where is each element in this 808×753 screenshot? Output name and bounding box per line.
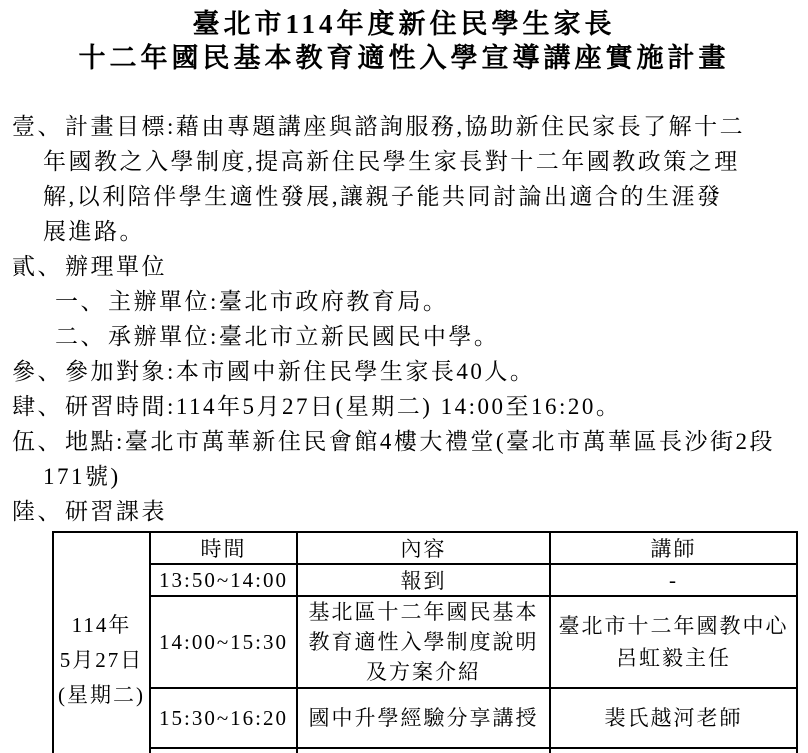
date-line-1: 114年	[71, 612, 132, 637]
body-line-text: 地點:臺北市萬華新住民會館4樓大禮堂(臺北市萬華區長沙街2段	[65, 429, 776, 454]
body-line	[0, 389, 808, 424]
body-line	[0, 424, 808, 459]
document-body	[0, 109, 808, 529]
body-line	[0, 459, 808, 494]
body-line	[0, 109, 808, 144]
cell-lecturer: 臺北市十二年國教中心呂虹毅主任	[550, 596, 797, 688]
body-line-text: 參加對象:本市國中新住民學生家長40人。	[65, 359, 536, 384]
cell-time: 14:00~15:30	[150, 596, 297, 688]
body-line	[0, 179, 808, 214]
body-line	[0, 249, 808, 284]
body-line-text: 年國教之入學制度,提高新住民學生家長對十二年國教政策之理	[43, 149, 740, 174]
cell-lecturer: -	[550, 564, 797, 596]
body-line-text: 主辦單位:臺北市政府教育局。	[108, 289, 449, 314]
section-marker: 伍、	[12, 429, 63, 454]
body-line	[0, 494, 808, 529]
body-line	[0, 319, 808, 354]
header-lecturer: 講師	[550, 532, 797, 564]
cell-time: 15:30~16:20	[150, 688, 297, 748]
schedule-table	[52, 531, 798, 753]
cell-content: 基北區十二年國民基本教育適性入學制度說明及方案介紹	[297, 596, 550, 688]
body-line-text: 辦理單位	[65, 254, 167, 279]
table-header-row	[53, 532, 797, 564]
cell-content: 報到	[297, 564, 550, 596]
cell-content	[297, 748, 550, 753]
body-line	[0, 144, 808, 179]
title-line-1: 臺北市114年度新住民學生家長	[192, 9, 616, 39]
cell-time: 13:50~14:00	[150, 564, 297, 596]
section-marker: 參、	[12, 359, 63, 384]
body-line-text: 展進路。	[43, 219, 145, 244]
body-line-text: 計畫目標:藉由專題講座與諮詢服務,協助新住民家長了解十二	[65, 114, 746, 139]
body-line-text: 承辦單位:臺北市立新民國民中學。	[108, 324, 500, 349]
cell-lecturer: 裴氏越河老師	[550, 688, 797, 748]
section-marker: 陸、	[12, 499, 63, 524]
date-line-3: (星期二)	[58, 682, 145, 707]
document-title	[0, 7, 808, 75]
section-marker: 壹、	[12, 114, 63, 139]
section-marker: 肆、	[12, 394, 63, 419]
cell-time	[150, 748, 297, 753]
header-content: 內容	[297, 532, 550, 564]
body-line-text: 解,以利陪伴學生適性發展,讓親子能共同討論出適合的生涯發	[43, 184, 723, 209]
cell-lecturer	[550, 748, 797, 753]
cell-content: 國中升學經驗分享講授	[297, 688, 550, 748]
body-line-text: 171號)	[43, 464, 121, 489]
section-marker: 貳、	[12, 254, 63, 279]
table-row	[53, 564, 797, 596]
table-row	[53, 596, 797, 688]
sub-item-marker: 一、	[55, 289, 106, 314]
body-line	[0, 284, 808, 319]
header-time: 時間	[150, 532, 297, 564]
body-line	[0, 354, 808, 389]
date-line-2: 5月27日	[59, 647, 144, 672]
title-line-2: 十二年國民基本教育適性入學宣導講座實施計畫	[78, 43, 730, 73]
table-row	[53, 688, 797, 748]
sub-item-marker: 二、	[55, 324, 106, 349]
body-line	[0, 214, 808, 249]
body-line-text: 研習時間:114年5月27日(星期二) 14:00至16:20。	[65, 394, 622, 419]
body-line-text: 研習課表	[65, 499, 167, 524]
schedule-date-cell	[53, 532, 150, 753]
table-row-cutoff	[53, 748, 797, 753]
